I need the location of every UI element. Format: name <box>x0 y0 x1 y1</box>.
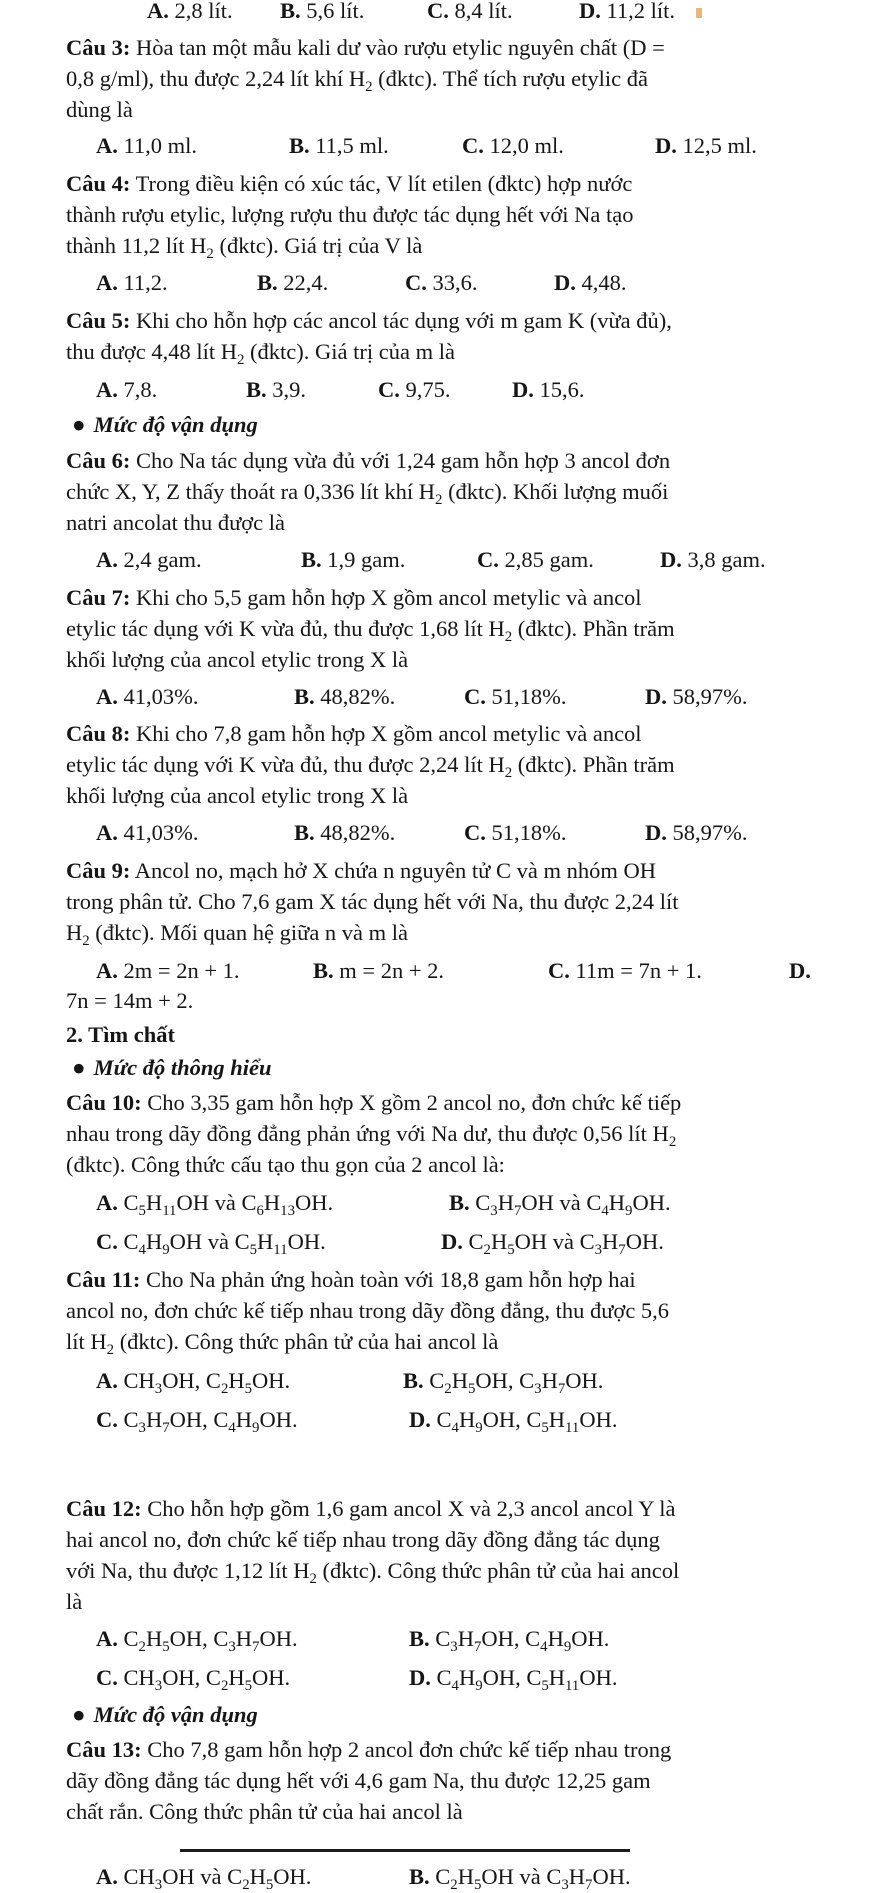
q10-line2: nhau trong dãy đồng đẳng phản ứng với Na dư, thu được 0,56 lít $H_2$ <box>66 1121 677 1150</box>
q8-line2: etylic tác dụng với K vừa đủ, thu được 2,24 lít $H_2$ (đktc). Phần trăm <box>66 752 675 781</box>
q10-line1: Câu 10: Cho 3,35 gam hỗn hợp X gồm 2 ancol no, đơn chức kế tiếp <box>66 1090 682 1115</box>
q7-option-b: B. 48,82%. <box>294 684 396 709</box>
option-d: D. 11,2 lít. <box>579 0 676 23</box>
q6-line1: Câu 6: Cho Na tác dụng vừa đủ với 1,24 gam hỗn hợp 3 ancol đơn <box>66 448 671 473</box>
q10-option-c: C. $C_4H_9OH$ và $C_5H_{11}OH$. <box>96 1229 326 1258</box>
q9-line1: Câu 9: Ancol no, mạch hở X chứa n nguyên tử C và m nhóm OH <box>66 858 656 883</box>
q4-line2: thành rượu etylic, lượng rượu thu được tác dụng hết với Na tạo <box>66 202 634 227</box>
q8-option-a: A. 41,03%. <box>96 820 199 845</box>
q7-line2: etylic tác dụng với K vừa đủ, thu được 1,68 lít $H_2$ (đktc). Phần trăm <box>66 616 675 645</box>
q9-option-d: D. <box>789 958 811 983</box>
q3-line3: dùng là <box>66 97 133 122</box>
q4-option-d: D. 4,48. <box>554 270 627 295</box>
q13-line1: Câu 13: Cho 7,8 gam hỗn hợp 2 ancol đơn chức kế tiếp nhau trong <box>66 1737 672 1762</box>
q4-line1: Câu 4: Trong điều kiện có xúc tác, V lít etilen (đktc) hợp nước <box>66 171 633 196</box>
q10-line3: (đktc). Công thức cấu tạo thu gọn của 2 ancol là: <box>66 1152 505 1177</box>
option-a: A. 2,8 lít. <box>147 0 233 23</box>
q11-line2: ancol no, đơn chức kế tiếp nhau trong dãy đồng đẳng, thu được 5,6 <box>66 1298 670 1323</box>
q5-line2: thu được 4,48 lít $H_2$ (đktc). Giá trị của m là <box>66 339 455 368</box>
level-heading-apply-2: ● Mức độ vận dụng <box>72 1702 258 1727</box>
q12-option-b: B. $C_3H_7OH$, $C_4H_9OH$. <box>409 1626 610 1655</box>
cut-line <box>180 1849 630 1852</box>
q11-option-b: B. $C_2H_5OH$, $C_3H_7OH$. <box>403 1368 604 1397</box>
q9-line2: trong phân tử. Cho 7,6 gam X tác dụng hết với Na, thu được 2,24 lít <box>66 889 679 914</box>
q8-option-d: D. 58,97%. <box>645 820 748 845</box>
q8-option-c: C. 51,18%. <box>464 820 567 845</box>
q12-option-a: A. $C_2H_5OH$, $C_3H_7OH$. <box>96 1626 298 1655</box>
q12-option-c: C. $CH_3OH$, $C_2H_5OH$. <box>96 1665 291 1694</box>
q5-line1: Câu 5: Khi cho hỗn hợp các ancol tác dụng với m gam K (vừa đủ), <box>66 308 672 333</box>
q12-line2: hai ancol no, đơn chức kế tiếp nhau trong dãy đồng đẳng tác dụng <box>66 1527 660 1552</box>
q3-option-c: C. 12,0 ml. <box>462 133 564 158</box>
q12-line1: Câu 12: Cho hỗn hợp gồm 1,6 gam ancol X và 2,3 ancol ancol Y là <box>66 1496 676 1521</box>
q5-option-a: A. 7,8. <box>96 377 158 402</box>
q8-line1: Câu 8: Khi cho 7,8 gam hỗn hợp X gồm ancol metylic và ancol <box>66 721 642 746</box>
q8-line3: khối lượng của ancol etylic trong X là <box>66 783 409 808</box>
q3-line2: 0,8 g/ml), thu được 2,24 lít khí $H_2$ (đktc). Thể tích rượu etylic đã <box>66 66 648 95</box>
q4-line3: thành 11,2 lít $H_2$ (đktc). Giá trị của V là <box>66 233 423 262</box>
q6-option-c: C. 2,85 gam. <box>477 547 594 572</box>
level-heading-understand: ● Mức độ thông hiểu <box>72 1055 272 1080</box>
q13-option-a: A. $CH_3OH$ và $C_2H_5OH$. <box>96 1864 312 1893</box>
q10-option-a: A. $C_5H_{11}OH$ và $C_6H_{13}OH$. <box>96 1190 334 1219</box>
q11-option-d: D. $C_4H_9OH$, $C_5H_{11}OH$. <box>409 1407 618 1436</box>
q4-option-a: A. 11,2. <box>96 270 168 295</box>
q3-option-a: A. 11,0 ml. <box>96 133 198 158</box>
q9-option-a: A. 2m = 2n + 1. <box>96 958 240 983</box>
q5-option-b: B. 3,9. <box>246 377 307 402</box>
q7-option-c: C. 51,18%. <box>464 684 567 709</box>
section-title: 2. Tìm chất <box>66 1022 175 1047</box>
q9-option-b: B. m = 2n + 2. <box>313 958 445 983</box>
q6-option-d: D. 3,8 gam. <box>660 547 766 572</box>
q11-option-c: C. $C_3H_7OH$, $C_4H_9OH$. <box>96 1407 298 1436</box>
q7-option-a: A. 41,03%. <box>96 684 199 709</box>
q4-option-b: B. 22,4. <box>257 270 329 295</box>
q10-option-d: D. $C_2H_5OH$ và $C_3H_7OH$. <box>441 1229 664 1258</box>
q7-line3: khối lượng của ancol etylic trong X là <box>66 647 409 672</box>
q3-option-b: B. 11,5 ml. <box>289 133 389 158</box>
q6-option-b: B. 1,9 gam. <box>301 547 406 572</box>
q11-line1: Câu 11: Cho Na phản ứng hoàn toàn với 18,8 gam hỗn hợp hai <box>66 1267 636 1292</box>
option-c: C. 8,4 lít. <box>427 0 513 23</box>
q9-line3: $H_2$ (đktc). Mối quan hệ giữa n và m là <box>66 920 409 949</box>
q13-line2: dãy đồng đẳng tác dụng hết với 4,6 gam Na, thu được 12,25 gam <box>66 1768 651 1793</box>
q7-line1: Câu 7: Khi cho 5,5 gam hỗn hợp X gồm ancol metylic và ancol <box>66 585 642 610</box>
q7-option-d: D. 58,97%. <box>645 684 748 709</box>
q12-option-d: D. $C_4H_9OH$, $C_5H_{11}OH$. <box>409 1665 618 1694</box>
option-b: B. 5,6 lít. <box>280 0 365 23</box>
q3-line1: Câu 3: Hòa tan một mẫu kali dư vào rượu etylic nguyên chất (D = <box>66 35 665 60</box>
q6-line2: chức X, Y, Z thấy thoát ra 0,336 lít khí $H_2$ (đktc). Khối lượng muối <box>66 479 669 508</box>
q9-option-d-wrap: 7n = 14m + 2. <box>66 988 194 1013</box>
q9-option-c: C. 11m = 7n + 1. <box>548 958 702 983</box>
q10-option-b: B. $C_3H_7OH$ và $C_4H_9OH$. <box>449 1190 671 1219</box>
q6-line3: natri ancolat thu được là <box>66 510 286 535</box>
q5-option-c: C. 9,75. <box>378 377 451 402</box>
q4-option-c: C. 33,6. <box>405 270 478 295</box>
q13-line3: chất rắn. Công thức phân tử của hai ancol là <box>66 1799 463 1824</box>
q12-line3: với Na, thu được 1,12 lít $H_2$ (đktc). Công thức phân tử của hai ancol <box>66 1558 680 1587</box>
q12-line4: là <box>66 1589 83 1614</box>
q6-option-a: A. 2,4 gam. <box>96 547 202 572</box>
q8-option-b: B. 48,82%. <box>294 820 396 845</box>
q3-option-d: D. 12,5 ml. <box>655 133 757 158</box>
q11-line3: lít $H_2$ (đktc). Công thức phân tử của hai ancol là <box>66 1329 499 1358</box>
q11-option-a: A. $CH_3OH$, $C_2H_5OH$. <box>96 1368 291 1397</box>
q5-option-d: D. 15,6. <box>512 377 585 402</box>
level-heading-apply: ● Mức độ vận dụng <box>72 412 258 437</box>
q13-option-b: B. $C_2H_5OH$ và $C_3H_7OH$. <box>409 1864 631 1893</box>
highlight-mark <box>696 8 702 18</box>
